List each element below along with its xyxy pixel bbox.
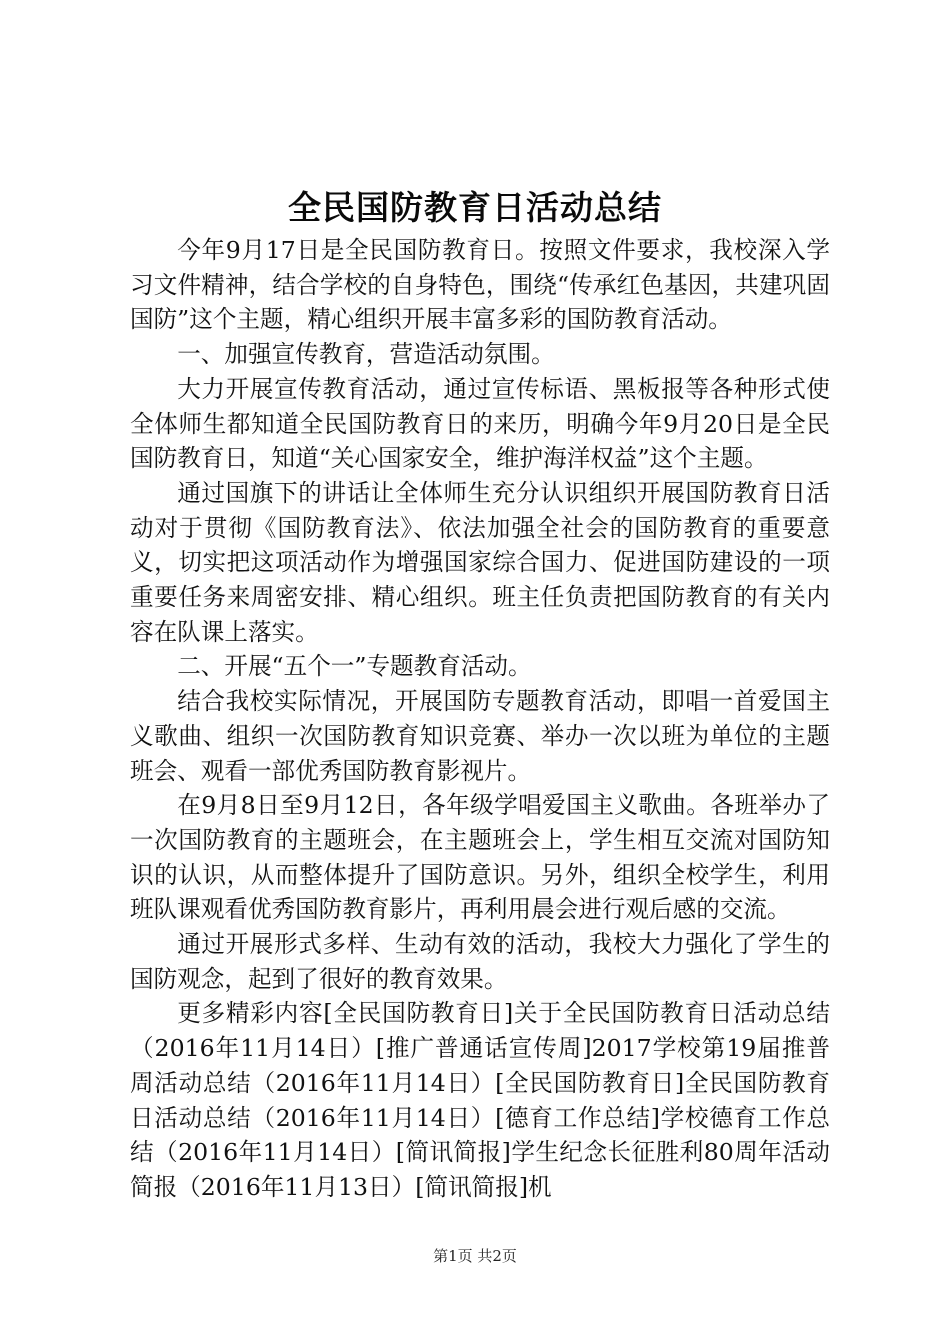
section-heading-1: 一、加强宣传教育，营造活动氛围。 xyxy=(177,340,555,369)
paragraph: 通过国旗下的讲话让全体师生充分认识组织开展国防教育日活动对于贯彻《国防教育法》、依法加强全社会的国防教育的重要意义，切实把这项活动作为增强国家综合国力、促进国防建设的一项重要任务来周密安排、精心组织。班主任负责把国防教育的有关内容在队课上落实。 xyxy=(130,478,830,646)
paragraph-intro: 今年9月17日是全民国防教育日。按照文件要求，我校深入学习文件精神，结合学校的自身特色，围绕“传承红色基因，共建巩固国防”这个主题，精心组织开展丰富多彩的国防教育活动。 xyxy=(130,236,830,334)
paragraph: 大力开展宣传教育活动，通过宣传标语、黑板报等各种形式使全体师生都知道全民国防教育日的来历，明确今年9月20日是全民国防教育日，知道“关心国家安全，维护海洋权益”这个主题。 xyxy=(130,374,830,473)
page-footer: 第1页 共2页 xyxy=(433,1247,517,1265)
paragraph: 结合我校实际情况，开展国防专题教育活动，即唱一首爱国主义歌曲、组织一次国防教育知识竞赛、举办一次以班为单位的主题班会、观看一部优秀国防教育影视片。 xyxy=(130,687,830,785)
section-heading-2: 二、开展“五个一”专题教育活动。 xyxy=(177,652,532,681)
document-body xyxy=(130,233,830,1205)
paragraph-more-content: 更多精彩内容[全民国防教育日]关于全民国防教育日活动总结（2016年11月14日）[推广普通话宣传周]2017学校第19届推普周活动总结（2016年11月14日）[全民国防教育日]全民国防教育日活动总结（2016年11月14日）[德育工作总结]学校德育工作总结（2016年11月14日）[简讯简报]学生纪念长征胜利80周年活动简报（2016年11月13日）[简讯简报]机 xyxy=(130,999,830,1201)
paragraph: 在9月8日至9月12日，各年级学唱爱国主义歌曲。各班举办了一次国防教育的主题班会，在主题班会上，学生相互交流对国防知识的认识，从而整体提升了国防意识。另外，组织全校学生，利用班队课观看优秀国防教育影片，再利用晨会进行观后感的交流。 xyxy=(130,791,830,924)
document-title: 全民国防教育日活动总结 xyxy=(288,188,662,227)
paragraph: 通过开展形式多样、生动有效的活动，我校大力强化了学生的国防观念，起到了很好的教育效果。 xyxy=(130,930,830,993)
